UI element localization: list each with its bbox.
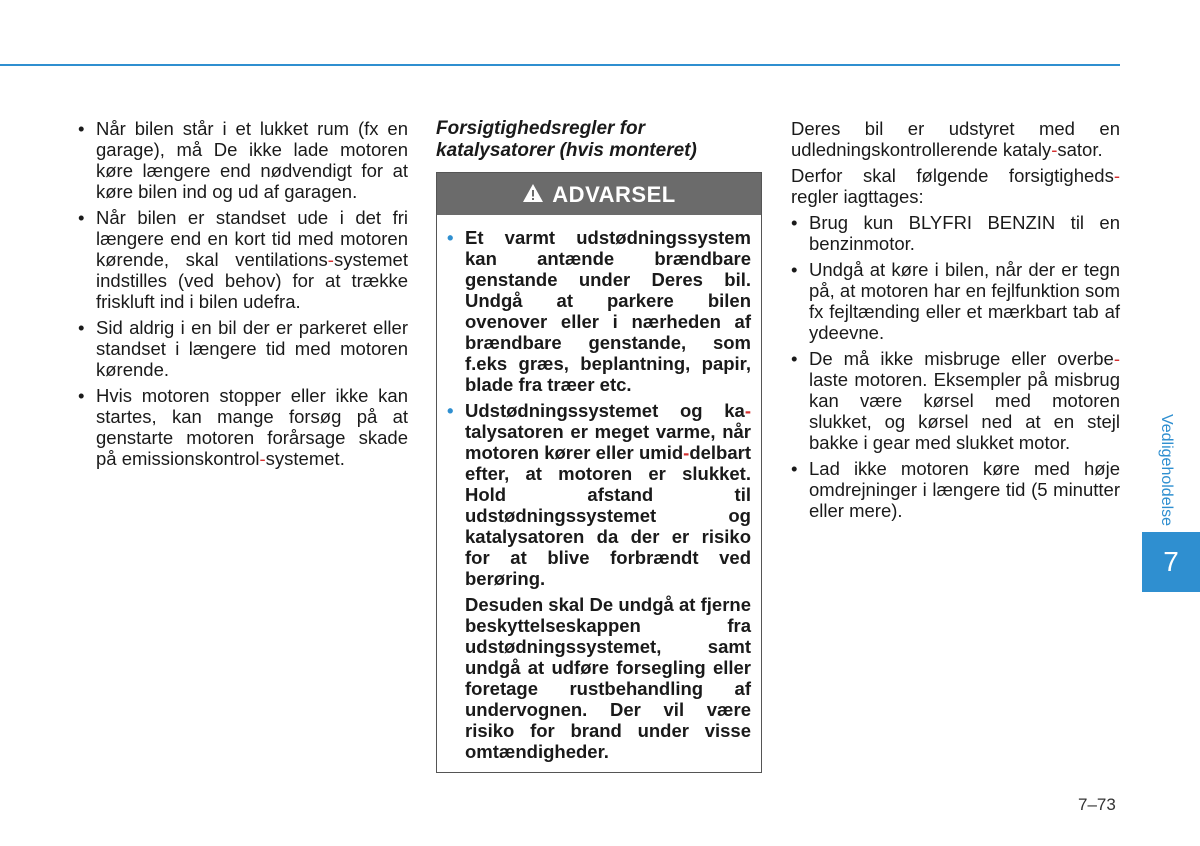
warning-box xyxy=(436,172,762,773)
warning-list xyxy=(447,227,751,589)
list-item: • Undgå at køre i bilen, når der er tegn på, at motoren har en fejlfunktion som fx fejltænding eller et mærkbart tab af ydeevne. xyxy=(791,259,1120,343)
rules-paragraph: Derfor skal følgende forsigtigheds-regler iagttages: xyxy=(791,165,1120,207)
hyphen-mark: - xyxy=(744,400,751,421)
list-item: • Når bilen står i et lukket rum (fx en garage), må De ikke lade motoren køre længere end nødvendigt for at køre bilen ind og ud af garagen. xyxy=(78,118,408,202)
right-column xyxy=(791,118,1120,526)
hyphen-mark: - xyxy=(683,442,690,463)
warning-body xyxy=(437,215,761,772)
list-item: • Brug kun BLYFRI BENZIN til en benzinmotor. xyxy=(791,212,1120,254)
left-column xyxy=(78,118,408,474)
list-item: • De må ikke misbruge eller overbe-laste motoren. Eksempler på misbrug kan være kørsel med motoren slukket, og kørsel ned at en stejl bakke i gear med slukket motor. xyxy=(791,348,1120,453)
chapter-number: 7 xyxy=(1163,546,1179,577)
section-heading: Forsigtighedsregler for katalysatorer (hvis monteret) xyxy=(436,118,697,161)
warning-title: ADVARSEL xyxy=(552,181,676,207)
warning-header xyxy=(437,173,761,215)
top-rule xyxy=(0,64,1120,66)
hyphen-mark: - xyxy=(1113,165,1120,186)
warning-triangle-icon xyxy=(522,183,544,206)
intro-paragraph: Deres bil er udstyret med en udledningskontrollerende kataly-sator. xyxy=(791,118,1120,160)
middle-column xyxy=(436,118,763,773)
page-number: 7–73 xyxy=(1078,795,1116,814)
warning-paragraph: Desuden skal De undgå at fjerne beskyttelseskappen fra udstødningssystemet, samt undgå at udføre forsegling eller foretage rustbehandling af undervognen. Der vil være risiko for brand under visse omtændigheder. xyxy=(465,594,751,762)
list-item: • Udstødningssystemet og ka-talysatoren er meget varme, når motoren kører eller umid-delbart efter, at motoren er slukket. Hold afstand til udstødningssystemet og katalysatoren da der er risiko for at blive forbrændt ved berøring. xyxy=(447,400,751,589)
side-tab-label: Vedligeholdelse xyxy=(1158,413,1175,527)
right-bullet-list xyxy=(791,212,1120,521)
left-bullet-list xyxy=(78,118,408,469)
hyphen-mark: - xyxy=(327,249,334,270)
hyphen-mark: - xyxy=(1051,139,1058,160)
hyphen-mark: - xyxy=(259,448,266,469)
list-item: • Hvis motoren stopper eller ikke kan startes, kan mange forsøg på at genstarte motoren forårsage skade på emissionskontrol-systemet. xyxy=(78,385,408,469)
hyphen-mark: - xyxy=(1113,348,1120,369)
list-item: • Sid aldrig i en bil der er parkeret eller standset i længere tid med motoren kørende. xyxy=(78,317,408,380)
chapter-number-tab xyxy=(1142,532,1200,592)
list-item: • Når bilen er standset ude i det fri længere end en kort tid med motoren kørende, skal ventilations-systemet indstilles (ved behov) for at trække friskluft ind i bilen udefra. xyxy=(78,207,408,312)
list-item: • Lad ikke motoren køre med høje omdrejninger i længere tid (5 minutter eller mere). xyxy=(791,458,1120,521)
list-item: • Et varmt udstødningssystem kan antænde brændbare genstande under Deres bil. Undgå at parkere bilen ovenover eller i nærheden af brændbare genstande, som f.eks græs, beplantning, papir, blade fra træer etc. xyxy=(447,227,751,395)
